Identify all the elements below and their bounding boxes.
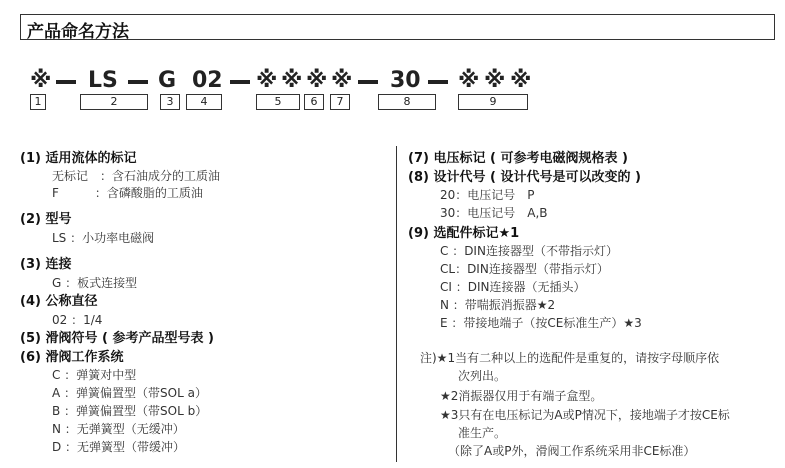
note-line-3: ★2消振器仅用于有端子盒型。 bbox=[440, 389, 603, 403]
code-token-1: ※ bbox=[30, 68, 52, 93]
code-box-3: 3 bbox=[160, 94, 180, 110]
section-9-line-1: C ：DIN连接器型（不带指示灯） bbox=[440, 244, 618, 258]
section-1-heading: (1) 适用流体的标记 bbox=[20, 151, 137, 166]
section-4-line-1: 02 ：1/4 bbox=[52, 313, 103, 327]
section-1-line-1: 无标记 ：含石油成分的工质油 bbox=[52, 169, 221, 183]
section-6-line-2: A ：弹簧偏置型（带SOL a） bbox=[52, 386, 207, 400]
section-6-line-1: C ：弹簧对中型 bbox=[52, 368, 137, 382]
section-9-line-5: E ：带接地端子（按CE标准生产）★3 bbox=[440, 316, 642, 330]
section-9-line-4: N ：带喘振消振器★2 bbox=[440, 298, 556, 312]
code-dash bbox=[56, 80, 76, 84]
code-token-5a: ※ bbox=[256, 68, 278, 93]
code-box-7: 7 bbox=[330, 94, 350, 110]
title-box bbox=[20, 14, 775, 40]
code-box-4: 4 bbox=[186, 94, 222, 110]
section-8-line-1: 20：电压记号 P bbox=[440, 188, 535, 202]
code-dash bbox=[128, 80, 148, 84]
code-dash bbox=[230, 80, 250, 84]
section-9-line-2: CL：DIN连接器型（带指示灯） bbox=[440, 262, 609, 276]
section-7-heading: (7) 电压标记 ( 可参考电磁阀规格表 ) bbox=[408, 151, 628, 166]
section-2-heading: (2) 型号 bbox=[20, 212, 72, 227]
page-title: 产品命名方法 bbox=[27, 22, 129, 42]
note-line-4: ★3只有在电压标记为A或P情况下，接地端子才按CE标 bbox=[440, 408, 730, 422]
section-9-heading: (9) 选配件标记★1 bbox=[408, 226, 520, 241]
code-box-9: 9 bbox=[458, 94, 528, 110]
code-box-6: 6 bbox=[304, 94, 324, 110]
section-3-heading: (3) 连接 bbox=[20, 257, 72, 272]
code-token-7: ※ bbox=[331, 68, 353, 93]
note-line-6: （除了A或P外，滑阀工作系统采用非CE标准） bbox=[448, 444, 696, 458]
code-token-2: LS bbox=[88, 68, 118, 93]
code-box-8: 8 bbox=[378, 94, 436, 110]
code-token-8: 30 bbox=[390, 68, 421, 93]
code-dash bbox=[358, 80, 378, 84]
section-8-heading: (8) 设计代号 ( 设计代号是可以改变的 ) bbox=[408, 170, 641, 185]
code-token-5b: ※ bbox=[281, 68, 303, 93]
section-6-line-5: D ：无弹簧型（带缓冲） bbox=[52, 440, 186, 454]
note-line-1: 注)★1当有二种以上的选配件是重复的，请按字母顺序依 bbox=[420, 351, 720, 365]
code-token-4: 02 bbox=[192, 68, 223, 93]
section-3-line-1: G ：板式连接型 bbox=[52, 276, 138, 290]
section-1-line-2: F ：含磷酸脂的工质油 bbox=[52, 186, 203, 200]
code-token-9c: ※ bbox=[510, 68, 532, 93]
code-box-1: 1 bbox=[30, 94, 46, 110]
section-6-heading: (6) 滑阀工作系统 bbox=[20, 350, 124, 365]
code-token-9a: ※ bbox=[458, 68, 480, 93]
code-token-6: ※ bbox=[306, 68, 328, 93]
code-box-5: 5 bbox=[256, 94, 300, 110]
code-dash bbox=[428, 80, 448, 84]
note-line-2: 次列出。 bbox=[458, 369, 507, 383]
section-2-line-1: LS ：小功率电磁阀 bbox=[52, 231, 155, 245]
section-8-line-2: 30：电压记号 A,B bbox=[440, 206, 548, 220]
code-token-9b: ※ bbox=[484, 68, 506, 93]
column-divider bbox=[396, 146, 397, 462]
section-6-line-3: B ：弹簧偏置型（带SOL b） bbox=[52, 404, 208, 418]
code-box-2: 2 bbox=[80, 94, 148, 110]
section-5-heading: (5) 滑阀符号 ( 参考产品型号表 ) bbox=[20, 331, 214, 346]
section-6-line-4: N ：无弹簧型（无缓冲） bbox=[52, 422, 185, 436]
section-4-heading: (4) 公称直径 bbox=[20, 294, 98, 309]
note-line-5: 准生产。 bbox=[458, 426, 507, 440]
code-token-3: G bbox=[158, 68, 177, 93]
section-9-line-3: CI ：DIN连接器（无插头） bbox=[440, 280, 586, 294]
